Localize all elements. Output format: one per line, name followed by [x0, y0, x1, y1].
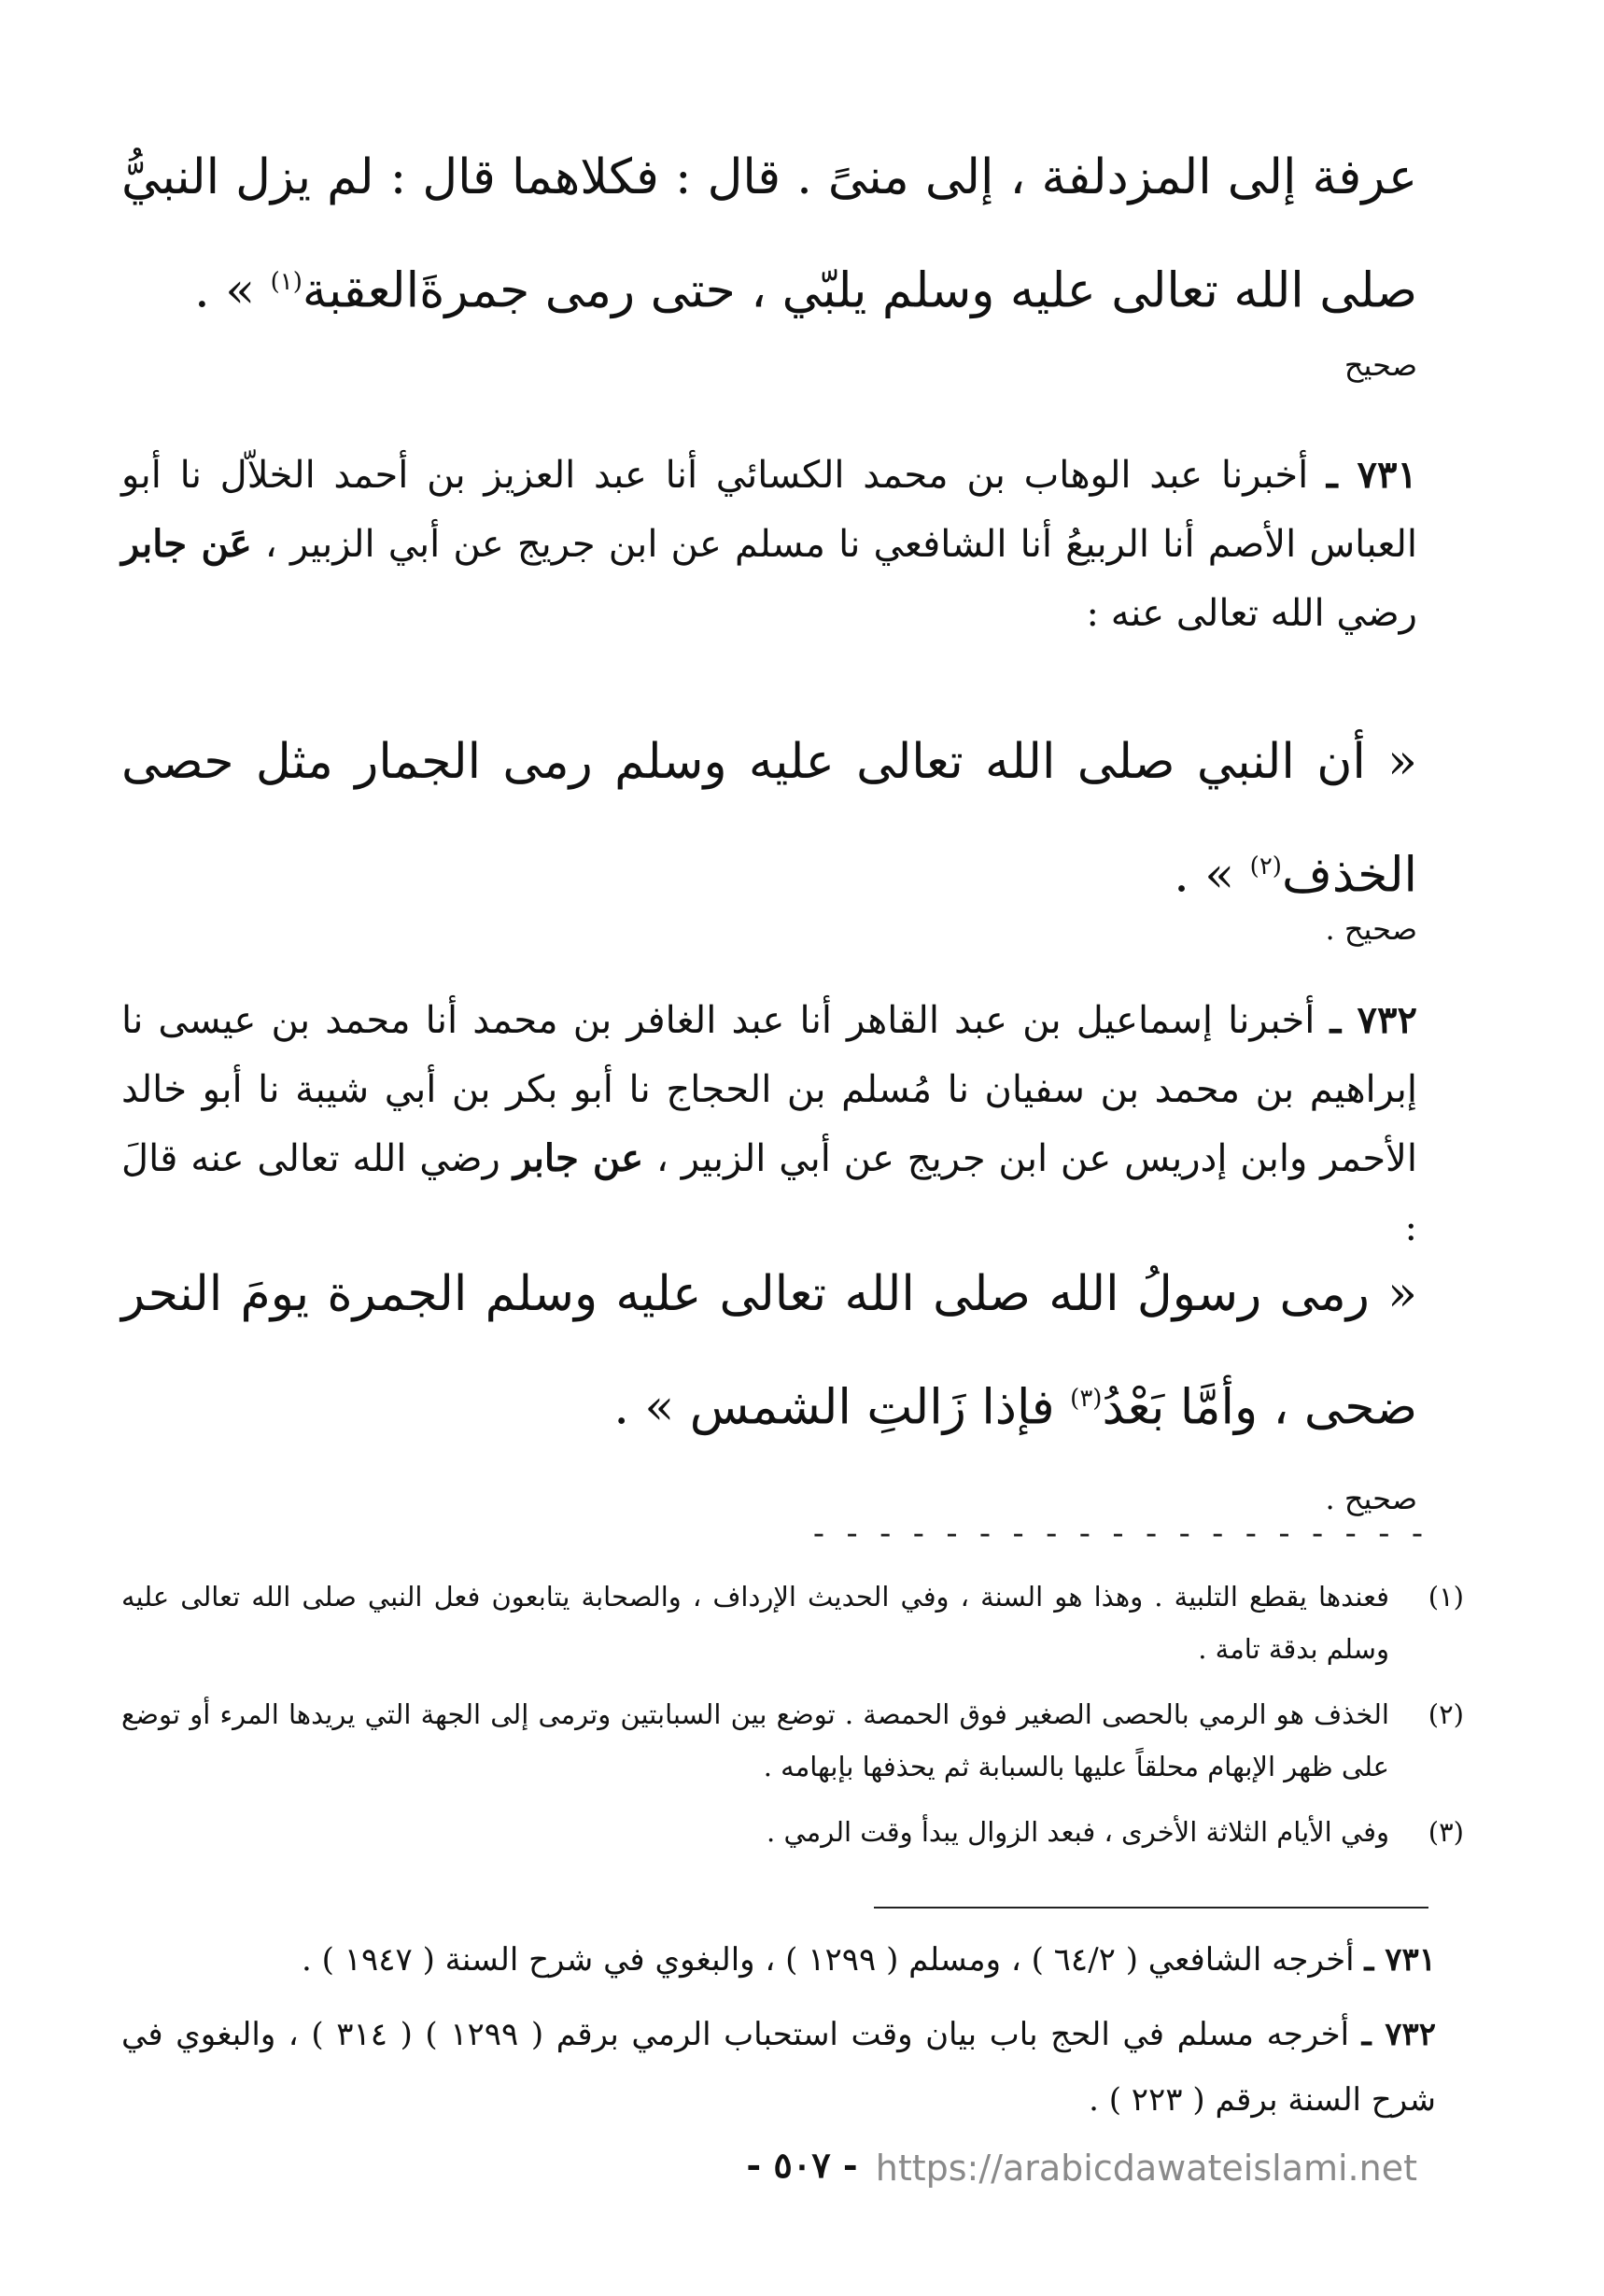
- footnotes: [121, 1571, 1464, 1858]
- hadith-732-sanad: [121, 986, 1417, 1262]
- source-notes: [121, 1927, 1436, 2133]
- source-732-text: أخرجه مسلم في الحج باب بيان وقت استحباب الرمي برقم ( ١٢٩٩ ) ( ٣١٤ ) ، والبغوي في شرح السنة برقم ( ٢٢٣ ) .: [121, 2016, 1436, 2119]
- carryover-end: » .: [194, 262, 271, 319]
- footnote-ref-2: (٢): [1249, 852, 1282, 880]
- footnote-3-text: وفي الأيام الثلاثة الأخرى ، فبعد الزوال يبدأ وقت الرمي .: [767, 1816, 1389, 1848]
- grade-1: صحيح: [1344, 347, 1417, 383]
- source-731-number: ٧٣١ ـ: [1364, 1941, 1436, 1979]
- hadith-731-matn: [121, 710, 1417, 927]
- footnote-1: [121, 1571, 1464, 1675]
- carryover-matn: [121, 125, 1417, 343]
- footnote-ref-1: (١): [270, 268, 303, 296]
- sources-rule: [874, 1907, 1428, 1909]
- source-731-text: أخرجه الشافعي ( ٦٤/٢ ) ، ومسلم ( ١٢٩٩ ) ، والبغوي في شرح السنة ( ١٩٤٧ ) .: [302, 1941, 1365, 1979]
- hadith-731-an-jabir: عَن جابر: [121, 522, 252, 566]
- hadith-732-matn: [121, 1242, 1417, 1459]
- hadith-732-sanad-b: رضي الله تعالى عنه قالَ :: [121, 1137, 1417, 1249]
- footnote-2-label: (٢): [1428, 1698, 1464, 1730]
- hadith-731-number: ٧٣١ ـ: [1326, 453, 1417, 497]
- hadith-732-number: ٧٣٢ ـ: [1330, 998, 1417, 1042]
- hadith-731-sanad-b: رضي الله تعالى عنه :: [1086, 592, 1417, 635]
- hadith-732-matn-b: فإذا زَالتِ الشمس » .: [613, 1379, 1071, 1436]
- source-731: [121, 1927, 1436, 1993]
- carryover-text: عرفة إلى المزدلفة ، إلى منىً . قال : فكلاهما قال : لم يزل النبيُّ صلى الله تعالى عليه وسلم يلبّي ، حتى رمى جمرةَالعقبة: [121, 149, 1417, 319]
- hadith-731-sanad: [121, 441, 1417, 648]
- footnote-2-text: الخذف هو الرمي بالحصى الصغير فوق الحمصة . توضع بين السبابتين وترمى إلى الجهة التي يريدها المرء أو توضع على ظهر الإبهام محلقاً عليها بالسبابة ثم يحذفها بإبهامه .: [121, 1698, 1389, 1782]
- source-732-number: ٧٣٢ ـ: [1361, 2016, 1436, 2053]
- footnote-ref-3: (٣): [1070, 1385, 1103, 1413]
- footnote-1-label: (١): [1428, 1581, 1464, 1613]
- hadith-732-an-jabir: عن جابر: [513, 1136, 644, 1180]
- hadith-731-matn-end: » .: [1174, 847, 1250, 904]
- source-732: [121, 2002, 1436, 2133]
- hadith-732-sanad-a: أخبرنا إسماعيل بن عبد القاهر أنا عبد الغافر بن محمد أنا محمد بن عيسى نا إبراهيم بن محمد بن سفيان نا مُسلم بن الحجاج نا أبو بكر بن أبي شيبة نا أبو خالد الأحمر وابن إدريس عن ابن جريج عن أبي الزبير ،: [121, 999, 1417, 1180]
- hadith-731-sanad-a: أخبرنا عبد الوهاب بن محمد الكسائي أنا عبد العزيز بن أحمد الخلاّل نا أبو العباس الأصم أنا الربيعُ أنا الشافعي نا مسلم عن ابن جريج عن أبي الزبير ،: [121, 454, 1418, 566]
- watermark-url: https://arabicdawateislami.net: [875, 2148, 1417, 2189]
- hadith-731-matn-text: « أن النبي صلى الله تعالى عليه وسلم رمى الجمار مثل حصى الخذف: [121, 734, 1417, 904]
- footnote-divider: - - - - - - - - - - - - - - - - - - -: [812, 1514, 1428, 1553]
- footnote-1-text: فعندها يقطع التلبية . وهذا هو السنة ، وفي الحديث الإرداف ، والصحابة يتابعون فعل النبي صلى الله تعالى عليه وسلم بدقة تامة .: [121, 1581, 1389, 1665]
- footnote-3: [121, 1806, 1464, 1858]
- footnote-3-label: (٣): [1428, 1816, 1464, 1848]
- footnote-2: [121, 1688, 1464, 1793]
- grade-731: صحيح .: [1325, 911, 1417, 947]
- page-number: - ٥٠٧ -: [746, 2144, 858, 2186]
- hadith-732-matn-a: « رمى رسولُ الله صلى الله تعالى عليه وسلم الجمرة يومَ النحر ضحى ، وأمَّا بَعْدُ: [121, 1266, 1417, 1436]
- grade-732: صحيح .: [1325, 1481, 1417, 1516]
